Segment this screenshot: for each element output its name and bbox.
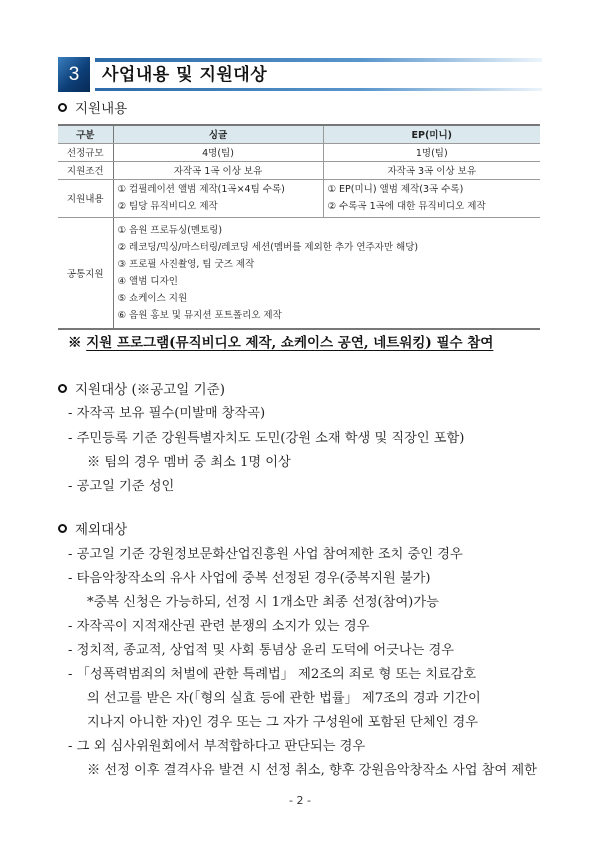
cell-single: 자작곡 1곡 이상 보유	[113, 161, 323, 179]
cell-line: ④ 앨범 디자인	[117, 275, 178, 287]
section-number-badge: 3	[58, 57, 90, 92]
list-item: - 「성폭력범죄의 처벌에 관한 특례법」 제2조의 죄로 형 또는 치료감호	[68, 667, 477, 682]
cell-line: ⑥ 음원 홍보 및 뮤지션 포트폴리오 제작	[117, 309, 282, 321]
circle-bullet-icon	[58, 103, 67, 112]
cell-line: ⑤ 쇼케이스 지원	[117, 292, 188, 304]
heading-text: 제외대상	[75, 522, 128, 538]
cell-ep: 자작곡 3곡 이상 보유	[323, 161, 540, 179]
header-category: 구분	[58, 125, 113, 143]
circle-bullet-icon	[58, 384, 67, 393]
cell-line: ① 컴필레이션 앨범 제작(1곡×4팀 수록)	[117, 184, 285, 195]
list-note: *중복 신청은 가능하되, 선정 시 1개소만 최종 선정(참여)가능	[87, 595, 439, 610]
notice-mark: ※	[68, 335, 82, 351]
header-ep: EP(미니)	[323, 125, 540, 143]
row-label: 지원내용	[58, 179, 113, 217]
table-row	[58, 143, 540, 161]
list-item: - 정치적, 종교적, 상업적 및 사회 통념상 윤리 도덕에 어긋나는 경우	[68, 643, 454, 658]
cell-ep: 1명(팀)	[323, 143, 540, 161]
support-table	[58, 124, 540, 330]
row-label: 공통지원	[58, 217, 113, 329]
notice-text: 지원 프로그램(뮤직비디오 제작, 쇼케이스 공연, 네트워킹) 필수 참여	[86, 335, 494, 351]
list-item: - 그 외 심사위원회에서 부적합하다고 판단되는 경우	[68, 739, 366, 754]
cell-single: 4명(팀)	[113, 143, 323, 161]
cell-single	[113, 179, 323, 217]
eligibility-heading	[58, 378, 225, 398]
list-item: - 자작곡 보유 필수(미발매 창작곡)	[68, 406, 266, 421]
mandatory-participation-notice	[68, 331, 493, 351]
row-label: 지원조건	[58, 161, 113, 179]
table-header-row	[58, 125, 540, 143]
list-item: - 공고일 기준 성인	[68, 479, 175, 494]
table-row	[58, 179, 540, 217]
cell-line: ① 음원 프로듀싱(멘토링)	[117, 224, 223, 236]
table-row	[58, 217, 540, 329]
section-title: 사업내용 및 지원대상	[102, 65, 268, 85]
exclusions-heading	[58, 518, 127, 538]
cell-line: ② 수록곡 1곡에 대한 뮤직비디오 제작	[327, 201, 486, 212]
cell-common	[113, 217, 540, 329]
cell-ep	[323, 179, 540, 217]
circle-bullet-icon	[58, 524, 67, 533]
cell-line: ② 레코딩/믹싱/마스터링/레코딩 세션(멤버를 제외한 추가 연주자만 해당)	[117, 241, 419, 253]
list-item-continued: 의 선고를 받은 자(「형의 실효 등에 관한 법률」 제7조의 경과 기간이	[87, 691, 481, 706]
cell-line: ① EP(미니) 앨범 제작(3곡 수록)	[327, 184, 464, 195]
list-note: ※ 팀의 경우 멤버 중 최소 1명 이상	[87, 455, 291, 470]
cell-line: ② 팀당 뮤직비디오 제작	[117, 201, 218, 212]
table-row	[58, 161, 540, 179]
cell-line: ③ 프로필 사진촬영, 팀 굿즈 제작	[117, 258, 255, 270]
list-note: ※ 선정 이후 결격사유 발견 시 선정 취소, 향후 강원음악창작소 사업 참여 제한	[87, 763, 537, 778]
list-item: - 타음악창작소의 유사 사업에 중복 선정된 경우(중복지원 불가)	[68, 571, 431, 586]
header-rule-bottom	[95, 88, 542, 91]
section-header	[58, 57, 542, 92]
support-content-heading	[58, 97, 127, 117]
list-item: - 공고일 기준 강원정보문화산업진흥원 사업 참여제한 조치 중인 경우	[68, 547, 463, 562]
list-item: - 자작곡이 지적재산권 관련 분쟁의 소지가 있는 경우	[68, 619, 370, 634]
list-item: - 주민등록 기준 강원특별자치도 도민(강원 소재 학생 및 직장인 포함)	[68, 431, 465, 446]
header-single: 싱글	[113, 125, 323, 143]
page-number: - 2 -	[289, 794, 311, 807]
heading-text: 지원내용	[75, 101, 128, 117]
heading-text: 지원대상 (※공고일 기준)	[75, 382, 225, 398]
list-item-continued: 지나지 아니한 자)인 경우 또는 그 자가 구성원에 포함된 단체인 경우	[87, 715, 479, 730]
row-label: 선정규모	[58, 143, 113, 161]
